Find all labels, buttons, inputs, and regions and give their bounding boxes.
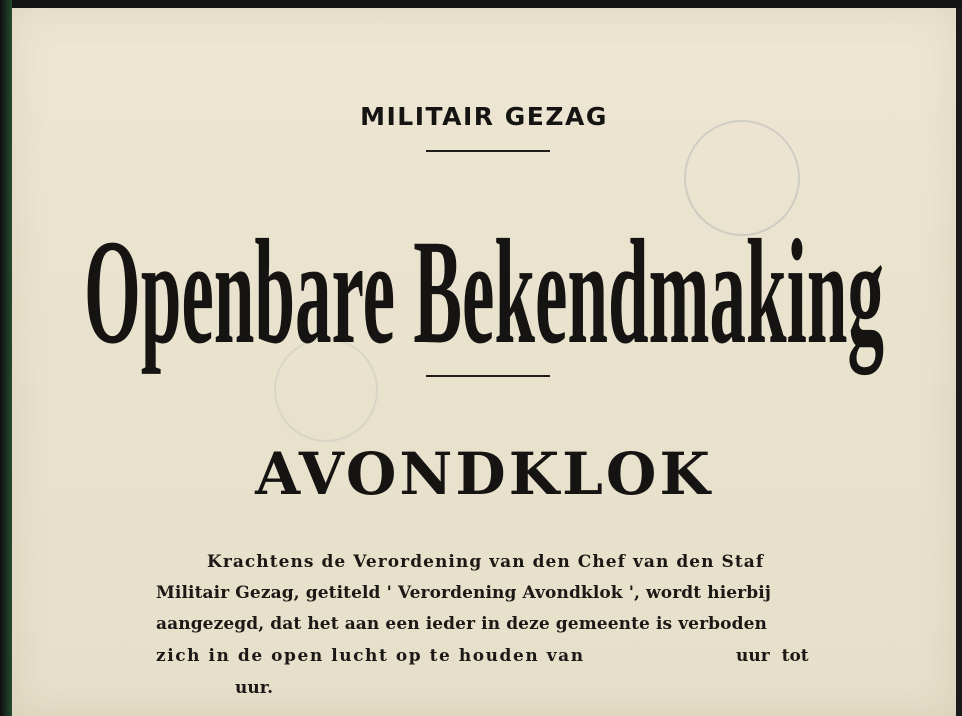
paragraph-line-4-end-text: uur tot: [736, 646, 809, 666]
scan-left-border: [0, 0, 12, 716]
paragraph-line-4-end: [736, 646, 809, 666]
notice-title: Openbare Bekendmaking: [84, 209, 884, 375]
paragraph-line-5-text: uur.: [235, 678, 274, 698]
paragraph-line-2: [156, 583, 771, 603]
poster-page: [12, 8, 956, 716]
divider-top: [426, 150, 550, 152]
paragraph-line-4-text: zich in de open lucht op te houden van: [156, 646, 585, 666]
divider-bottom: [426, 375, 550, 377]
paragraph-line-3: [156, 614, 767, 634]
authority-heading: MILITAIR GEZAG: [360, 102, 608, 131]
paragraph-line-3-text: aangezegd, dat het aan een ieder in deze gemeente is verboden: [156, 614, 767, 634]
paragraph-line-4: [156, 646, 585, 666]
scan-top-border: [0, 0, 962, 8]
subject-heading: AVONDKLOK: [255, 440, 713, 508]
paragraph-line-1-text: Krachtens de Verordening van den Chef van den Staf: [207, 552, 765, 572]
title-block: [12, 176, 956, 376]
paragraph-line-2-text: Militair Gezag, getiteld ' Verordening Avondklok ', wordt hierbij: [156, 583, 772, 603]
title-graphic: [12, 176, 956, 376]
paragraph-line-1: [207, 552, 818, 572]
paragraph-line-5: [235, 678, 273, 698]
